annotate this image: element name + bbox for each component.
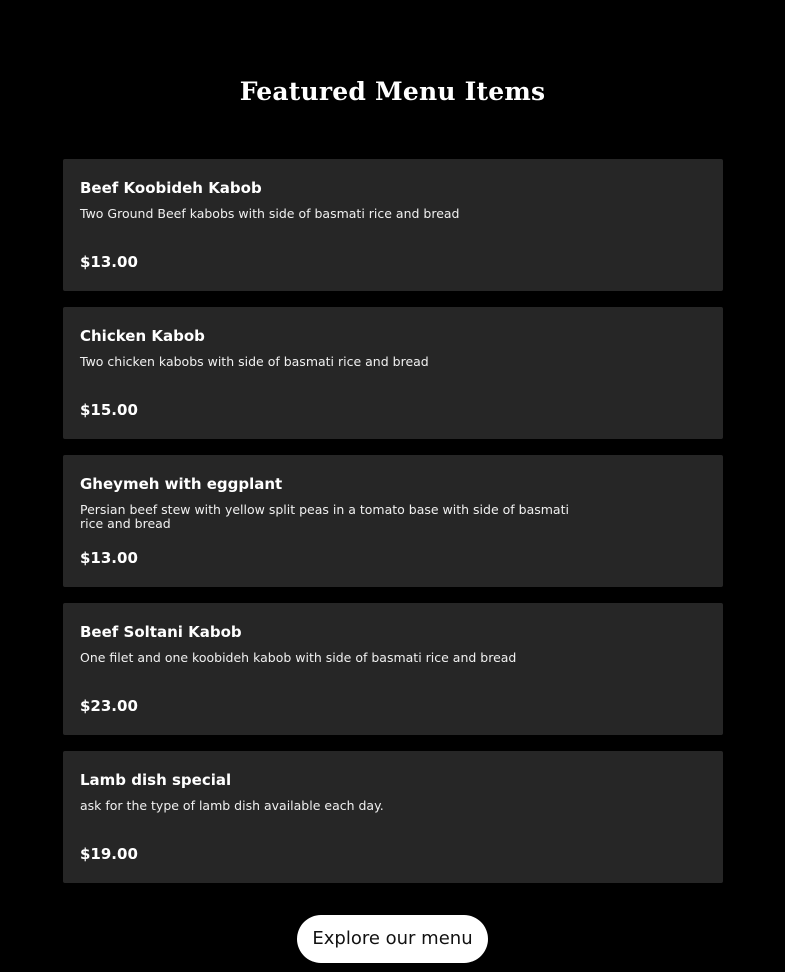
- menu-item-description: One filet and one koobideh kabob with side of basmati rice and bread: [80, 650, 517, 665]
- section-title: Featured Menu Items: [239, 77, 546, 106]
- menu-item-card: [63, 159, 723, 291]
- menu-item-name: Beef Soltani Kabob: [80, 623, 242, 641]
- menu-item-card: [63, 603, 723, 735]
- menu-item-name: Beef Koobideh Kabob: [80, 179, 262, 197]
- menu-item-price: $13.00: [80, 253, 138, 271]
- menu-item-price: $23.00: [80, 697, 138, 715]
- menu-item-description: Two chicken kabobs with side of basmati rice and bread: [80, 354, 429, 369]
- menu-item-price: $15.00: [80, 401, 138, 419]
- menu-item-description: Two Ground Beef kabobs with side of basmati rice and bread: [80, 206, 460, 221]
- menu-item-list: [63, 159, 723, 899]
- menu-item-description: Persian beef stew with yellow split peas in a tomato base with side of basmati rice and bread: [80, 502, 569, 531]
- menu-item-price: $13.00: [80, 549, 138, 567]
- menu-item-name: Chicken Kabob: [80, 327, 205, 345]
- menu-item-description: ask for the type of lamb dish available each day.: [80, 798, 384, 813]
- explore-menu-button[interactable]: Explore our menu: [297, 915, 488, 963]
- menu-item-card: [63, 751, 723, 883]
- menu-item-name: Lamb dish special: [80, 771, 232, 789]
- menu-item-card: [63, 455, 723, 587]
- menu-item-price: $19.00: [80, 845, 138, 863]
- menu-item-name: Gheymeh with eggplant: [80, 475, 283, 493]
- menu-item-card: [63, 307, 723, 439]
